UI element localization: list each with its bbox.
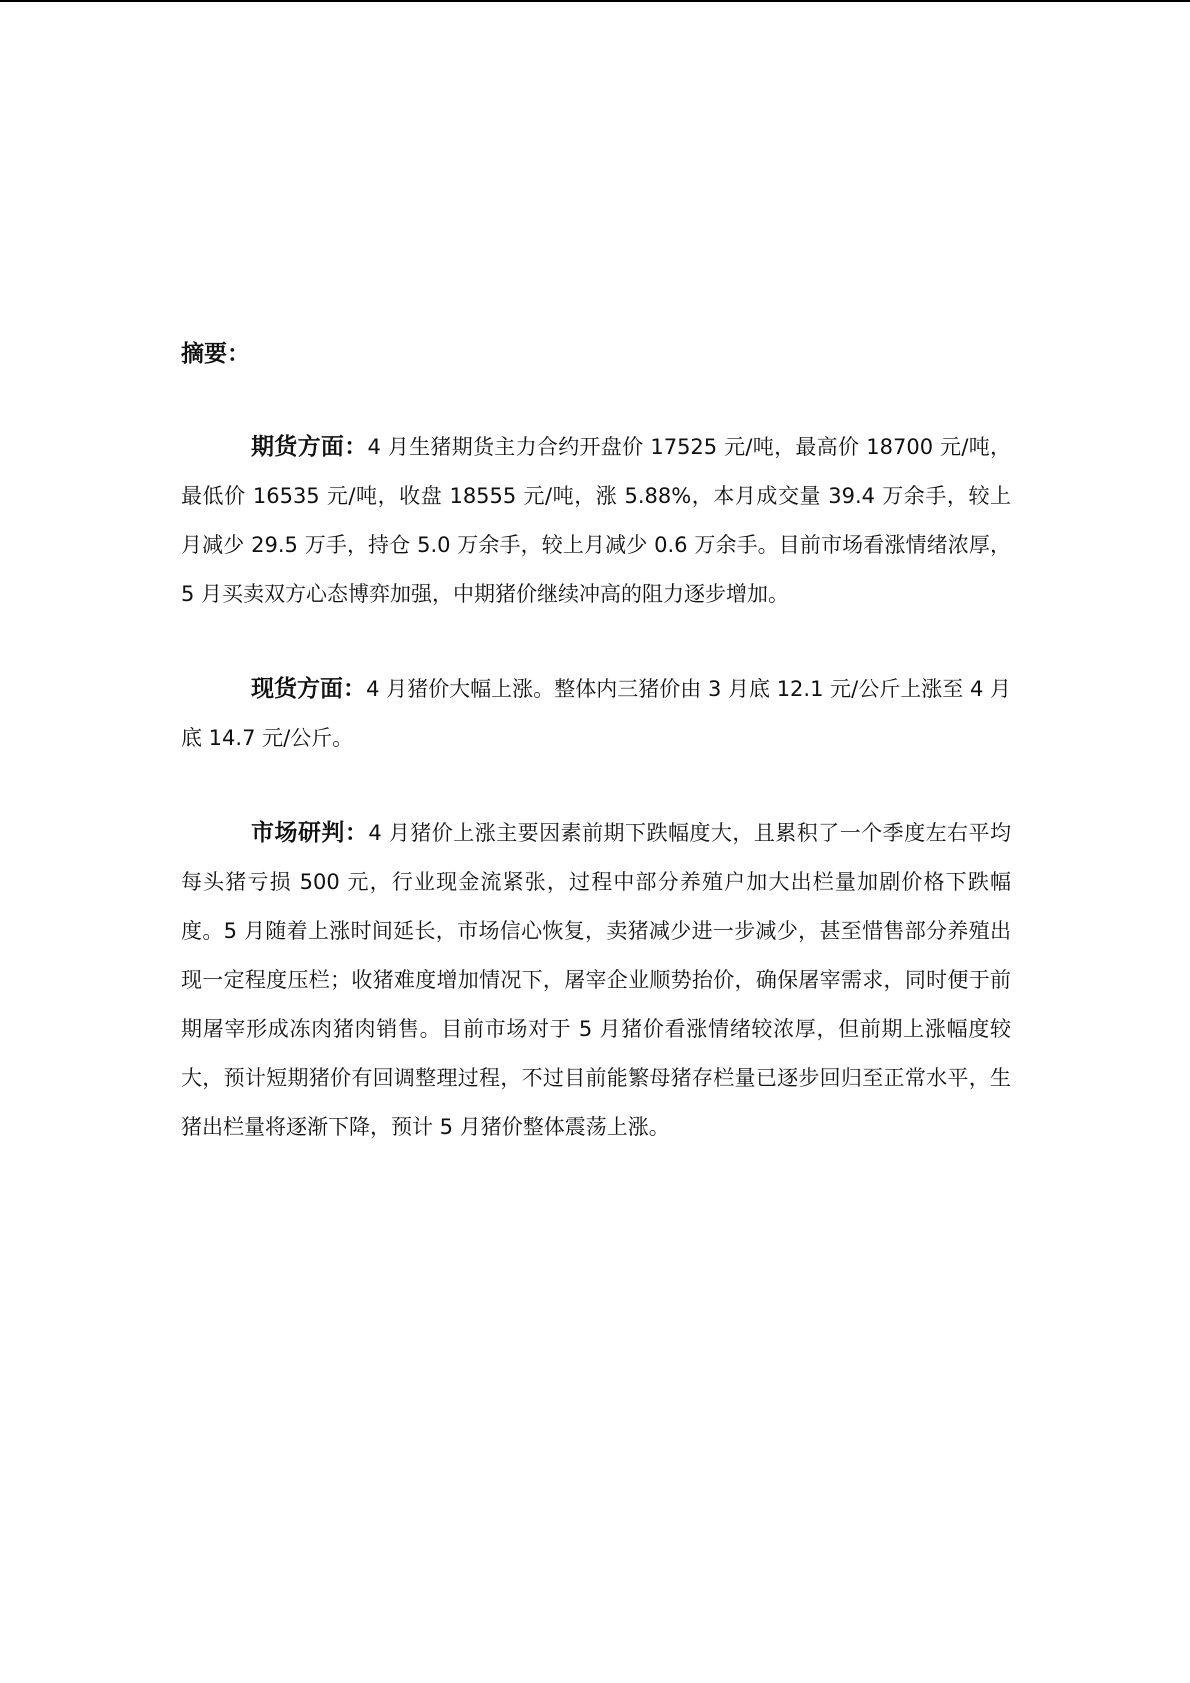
market-analysis-lead: 市场研判： — [251, 820, 369, 846]
document-body — [181, 335, 1011, 1152]
spot-text: 4 月猪价大幅上涨。整体内三猪价由 3 月底 12.1 元/公斤上涨至 4 月底 14.7 元/公斤。 — [181, 677, 1012, 750]
futures-paragraph — [181, 423, 1011, 619]
top-border-line — [0, 0, 1190, 2]
futures-text: 4 月生猪期货主力合约开盘价 17525 元/吨，最高价 18700 元/吨，最低价 16535 元/吨，收盘 18555 元/吨，涨 5.88%，本月成交量 39.4 万余手，较上月减少 29.5 万手，持仓 5.0 万余手，较上月减少 0.6 万余手。目前市场看涨情绪浓厚，5 月买卖双方心态博弈加强，中期猪价继续冲高的阻力逐步增加。 — [181, 435, 1011, 606]
spot-lead: 现货方面： — [251, 676, 367, 702]
market-analysis-text: 4 月猪价上涨主要因素前期下跌幅度大，且累积了一个季度左右平均每头猪亏损 500 元，行业现金流紧张，过程中部分养殖户加大出栏量加剧价格下跌幅度。5 月随着上涨时间延长，市场信心恢复，卖猪减少进一步减少，甚至惜售部分养殖出现一定程度压栏；收猪难度增加情况下，屠宰企业顺势抬价，确保屠宰需求，同时便于前期屠宰形成冻肉猪肉销售。目前市场对于 5 月猪价看涨情绪较浓厚，但前期上涨幅度较大，预计短期猪价有回调整理过程，不过目前能繁母猪存栏量已逐步回归至正常水平，生猪出栏量将逐渐下降，预计 5 月猪价整体震荡上涨。 — [181, 821, 1011, 1139]
futures-lead: 期货方面： — [251, 434, 368, 460]
market-analysis-paragraph — [181, 809, 1011, 1152]
spot-paragraph — [181, 665, 1011, 763]
summary-heading: 摘要： — [181, 341, 250, 367]
